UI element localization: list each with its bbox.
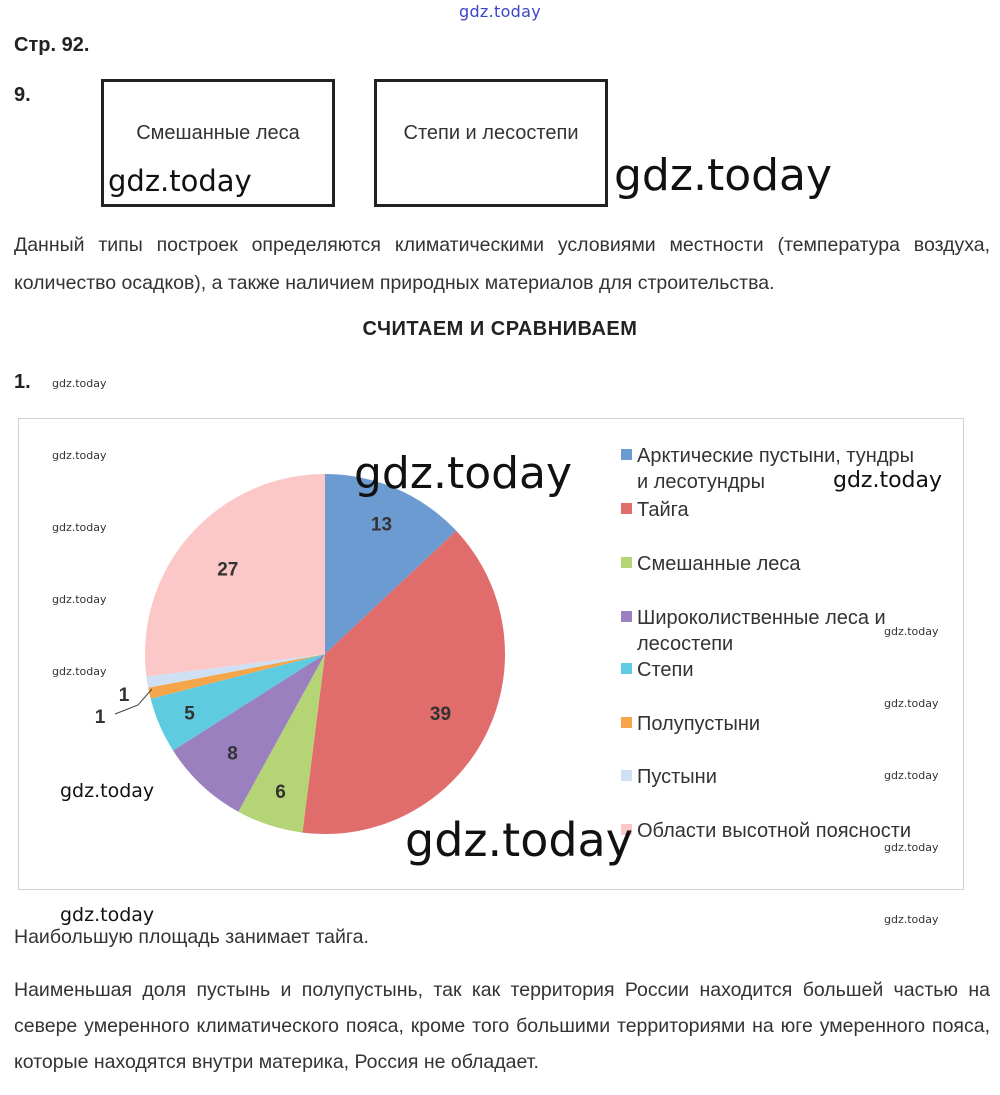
conclusion-largest: Наибольшую площадь занимает тайга. [14, 926, 369, 948]
watermark: gdz.today [884, 769, 939, 782]
legend-label: Тайга [637, 499, 689, 521]
watermark: gdz.today [614, 150, 833, 201]
legend-label: Степи [637, 659, 694, 681]
watermark: gdz.today [52, 521, 107, 534]
legend-swatch [621, 557, 632, 568]
legend-label: Области высотной поясности [637, 820, 912, 842]
pie-label-4: 8 [227, 743, 238, 765]
page-reference: Стр. 92. [14, 34, 90, 56]
watermark: gdz.today [52, 449, 107, 462]
watermark: gdz.today [884, 841, 939, 854]
legend-label: Арктические пустыни, тундры [637, 445, 914, 467]
explanation-paragraph: Данный типы построек определяются климатическими условиями местности (температура воздуха, количество осадков), а также наличием природных материалов для строительства. [14, 234, 990, 294]
pie-label-5: 5 [184, 703, 195, 725]
watermark: gdz.today [405, 813, 633, 867]
legend-swatch [621, 611, 632, 622]
watermark: gdz.today [833, 468, 943, 493]
watermark: gdz.today [884, 625, 939, 638]
watermark: gdz.today [52, 593, 107, 606]
legend-label: Полупустыни [637, 713, 761, 735]
legend-label: Смешанные леса [637, 553, 801, 575]
legend-swatch [621, 449, 632, 460]
answer-box-steppes-label: Степи и лесостепи [403, 122, 579, 144]
legend-swatch [621, 770, 632, 781]
watermark: gdz.today [108, 164, 252, 198]
legend-swatch [621, 717, 632, 728]
watermark: gdz.today [884, 913, 939, 926]
legend-label: Широколиственные леса и [637, 607, 886, 629]
conclusion-smallest: Наименьшая доля пустынь и полупустынь, так как территория России находится большей частью на севере умеренного климатического пояса, кроме того большими территориями на юге умеренного пояса, которые находятся внутри материка, Россия не обладает. [14, 979, 990, 1073]
legend-label: лесостепи [637, 633, 734, 655]
legend-swatch [621, 663, 632, 674]
watermark: gdz.today [884, 697, 939, 710]
watermark: gdz.today [60, 780, 155, 802]
legend-label: и лесотундры [637, 471, 766, 493]
answer-box-mixed-forests-label: Смешанные леса [136, 122, 300, 144]
watermark-top: gdz.today [459, 2, 541, 21]
watermark: gdz.today [354, 448, 573, 499]
pie-label-2: 39 [429, 703, 452, 725]
pie-label-8: 27 [217, 559, 239, 581]
watermark: gdz.today [60, 904, 155, 926]
pie-label-1: 13 [370, 514, 393, 536]
watermark: gdz.today [52, 377, 107, 390]
watermark: gdz.today [52, 665, 107, 678]
legend-swatch [621, 503, 632, 514]
pie-label-7: 1 [118, 685, 130, 706]
section-heading: СЧИТАЕМ И СРАВНИВАЕМ [362, 318, 638, 340]
pie-label-3: 6 [275, 781, 286, 803]
task-9-number: 9. [14, 84, 31, 106]
task-1-number: 1. [14, 371, 31, 393]
legend-label: Пустыни [637, 766, 717, 788]
pie-label-6: 1 [94, 707, 106, 728]
